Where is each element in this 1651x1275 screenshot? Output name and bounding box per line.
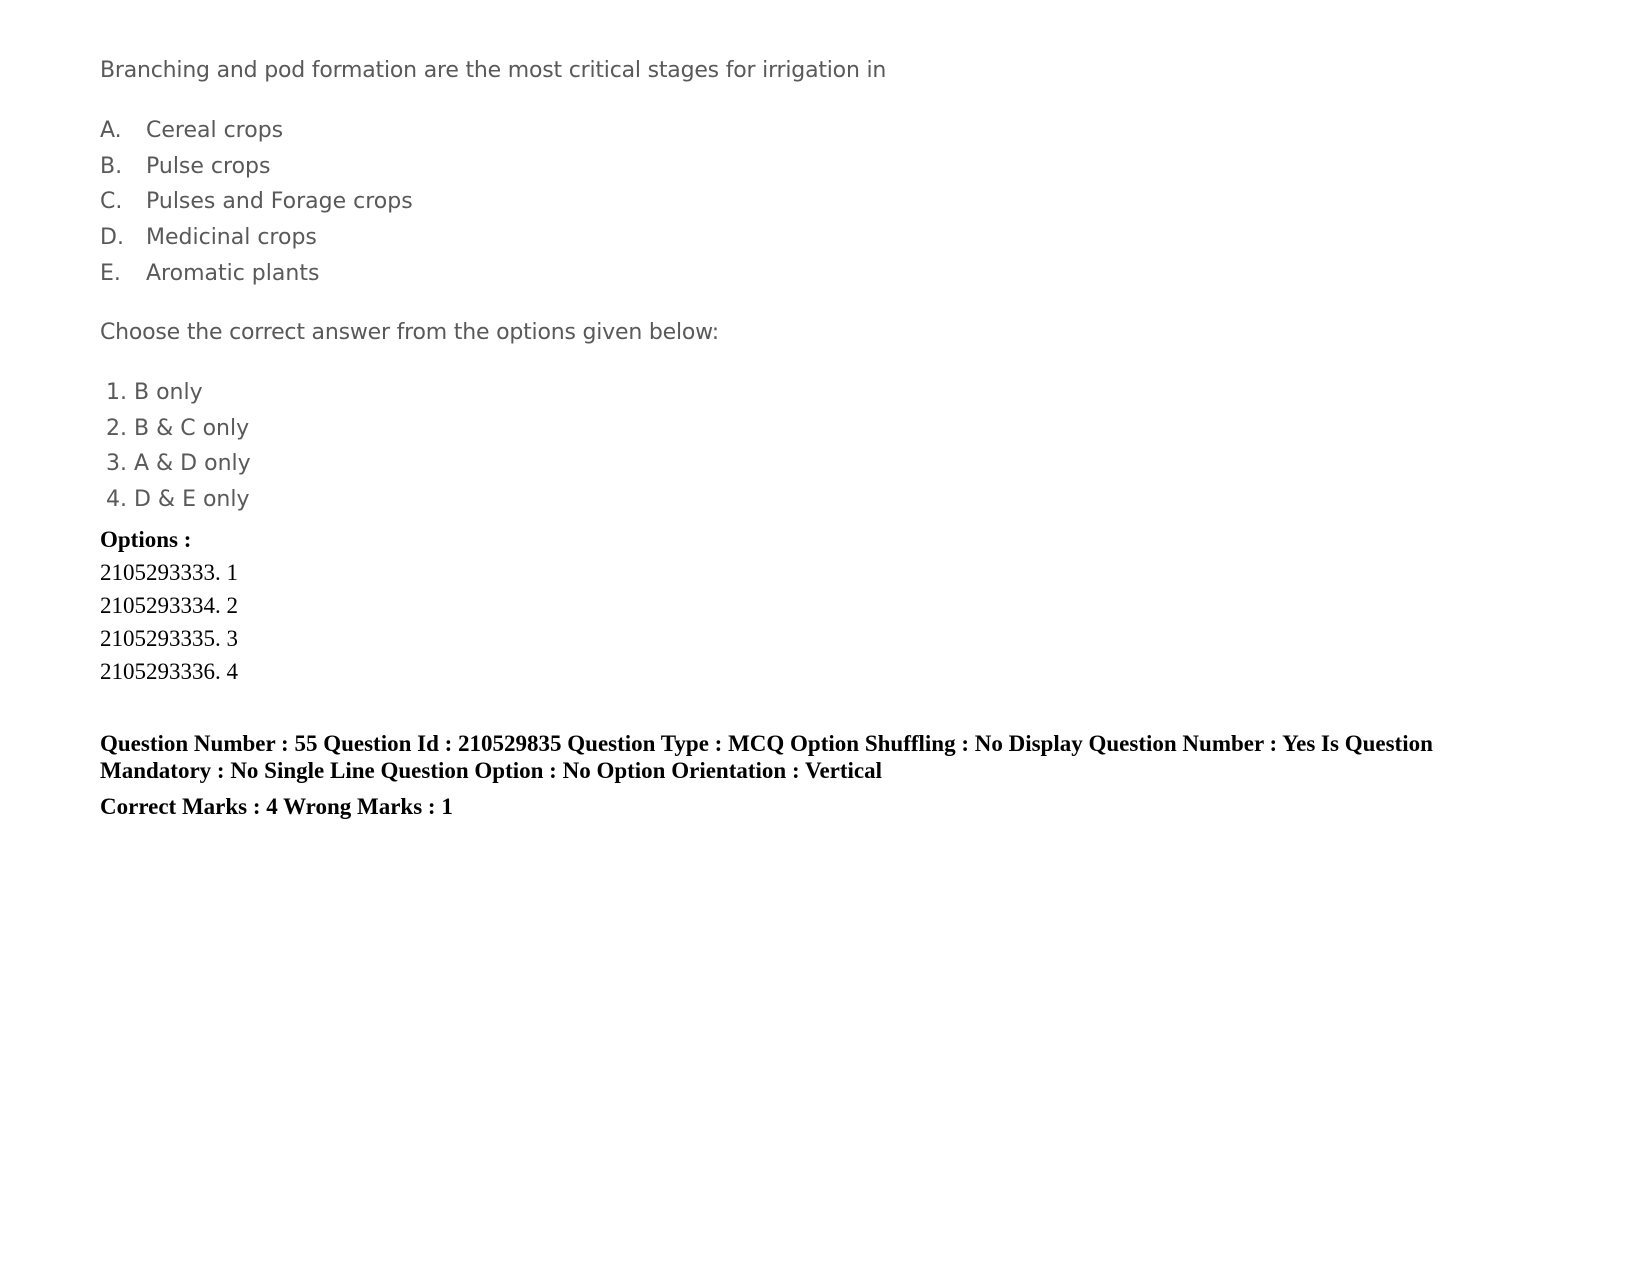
option-line: 2105293336. 4 [100,659,238,684]
answer-choice: 3. A & D only [106,451,251,476]
question-item-letter: E. [100,261,121,286]
option-line: 2105293335. 3 [100,626,238,651]
option-line: 2105293334. 2 [100,593,238,618]
question-item-text: Aromatic plants [146,261,320,286]
question-item-text: Pulse crops [146,154,271,179]
option-line: 2105293333. 1 [100,560,238,585]
question-item-text: Cereal crops [146,118,284,143]
question-item [100,118,283,143]
question-item [100,154,270,179]
question-item-text: Medicinal crops [146,225,317,250]
question-metadata: Question Number : 55 Question Id : 210529835 Question Type : MCQ Option Shuffling : No Display Question Number : Yes Is Question Mandatory : No Single Line Question Option : No Option Orientation : Vertical [100,731,1433,783]
question-item-text: Pulses and Forage crops [146,189,413,214]
question-item [100,189,413,214]
question-item-letter: D. [100,225,124,250]
question-item [100,225,317,250]
answer-choice: 2. B & C only [106,416,250,441]
question-marks: Correct Marks : 4 Wrong Marks : 1 [100,794,453,819]
answer-choice: 1. B only [106,380,203,405]
answer-choice: 4. D & E only [106,487,250,512]
question-instruction: Choose the correct answer from the options given below: [100,320,719,345]
question-item-letter: A. [100,118,122,143]
question-stem: Branching and pod formation are the most critical stages for irrigation in [100,58,887,83]
question-item [100,261,319,286]
options-list [100,556,238,688]
question-item-letter: C. [100,189,123,214]
question-item-letter: B. [100,154,123,179]
options-label: Options : [100,527,192,552]
